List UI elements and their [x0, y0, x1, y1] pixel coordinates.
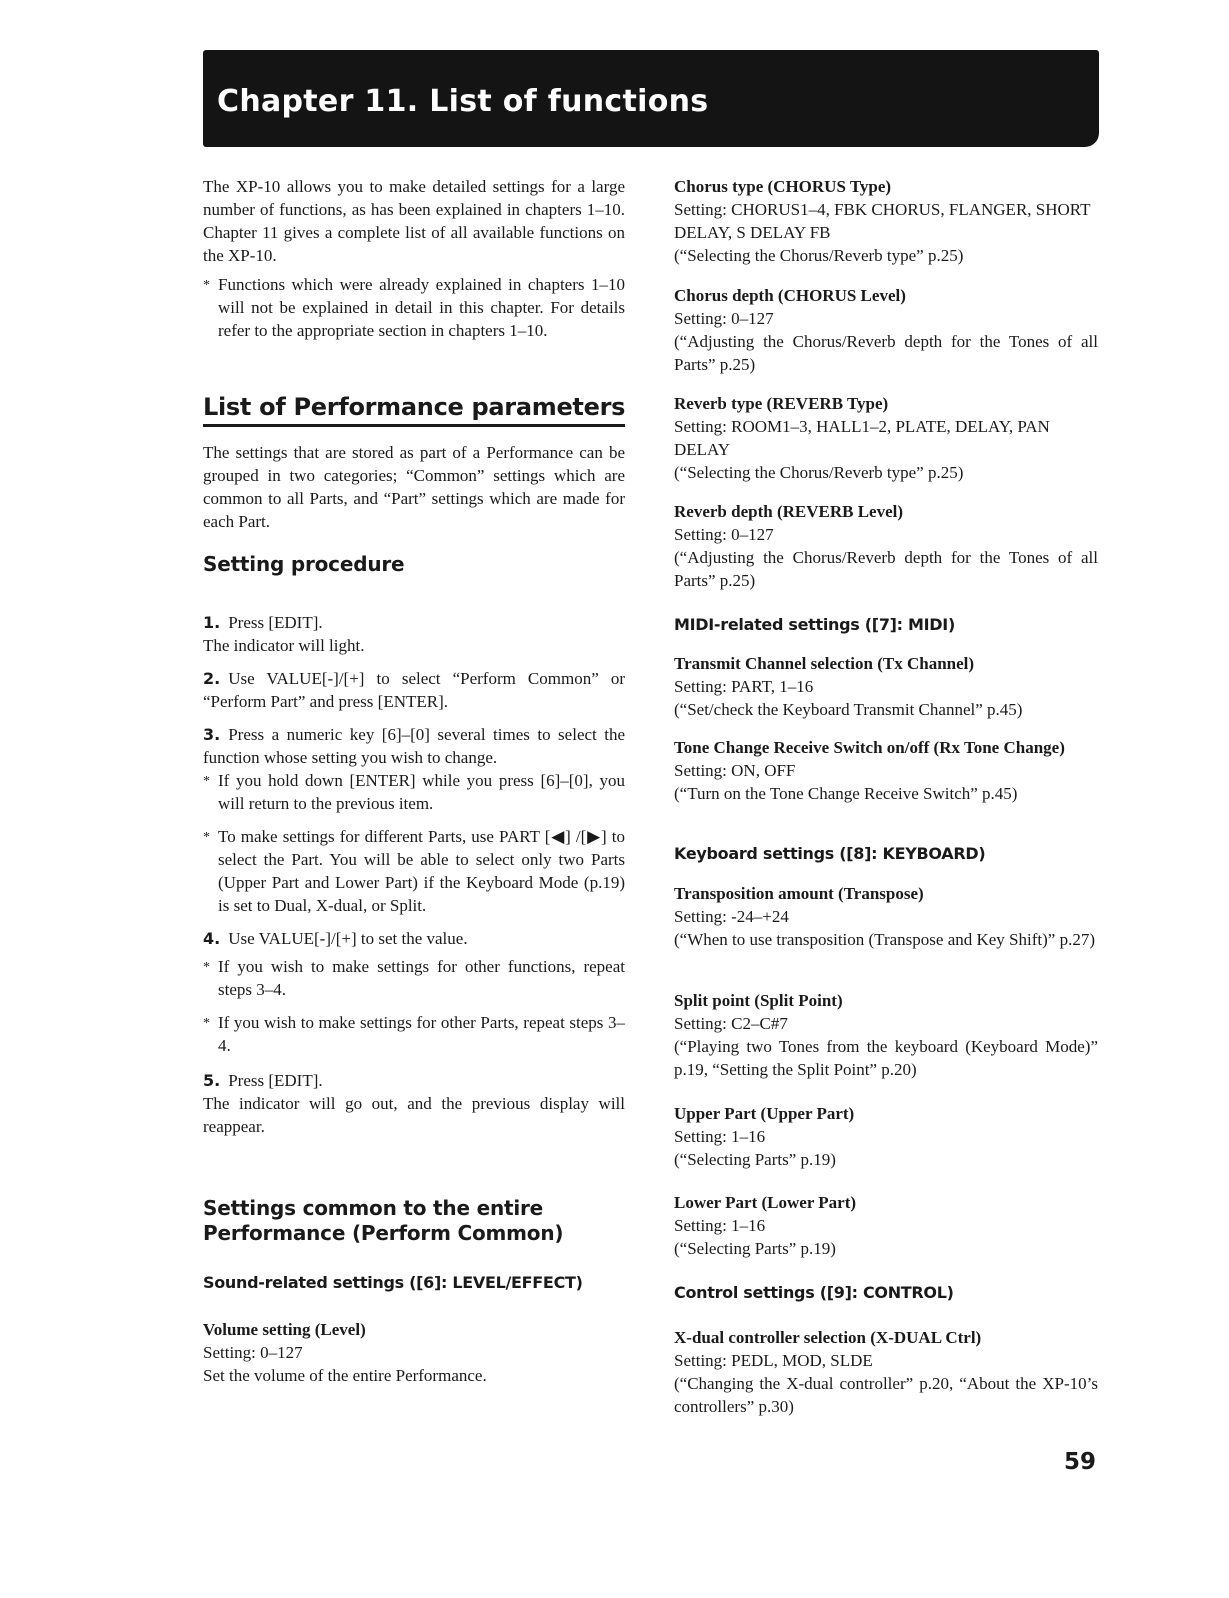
step-1: 1. Press [EDIT].	[203, 613, 323, 632]
chapter-header-bar	[203, 50, 1099, 147]
intro-note: * Functions which were already explained in chapters 1–10 will not be explained in detail in this chapter. For details refer to the appropriate section in chapters 1–10.	[203, 273, 625, 342]
procedure-steps	[203, 611, 625, 1138]
item-description: Set the volume of the entire Performance.	[203, 1366, 487, 1385]
item-title: Volume setting (Level)	[203, 1320, 366, 1339]
transpose-item: Transposition amount (Transpose) Setting: -24–+24 (“When to use transposition (Transpose and Key Shift)” p.27)	[674, 884, 1095, 949]
intro-paragraph: The XP-10 allows you to make detailed settings for a large number of functions, as has been explained in chapters 1–10. Chapter 11 gives a complete list of all available functions on the XP-10.	[203, 177, 625, 265]
chorus-type-item: Chorus type (CHORUS Type) Setting: CHORUS1–4, FBK CHORUS, FLANGER, SHORT DELAY, S DELAY FB (“Selecting the Chorus/Reverb type” p.25)	[674, 177, 1091, 265]
perform-common-heading: Settings common to the entire Performance (Perform Common)	[203, 1196, 564, 1245]
intro-section	[203, 175, 625, 342]
step-3: 3. Press a numeric key [6]–[0] several times to select the function whose setting you wish to change.	[203, 725, 625, 767]
sound-settings-heading: Sound-related settings ([6]: LEVEL/EFFECT)	[203, 1273, 583, 1292]
reverb-type-item: Reverb type (REVERB Type) Setting: ROOM1–3, HALL1–2, PLATE, DELAY, PAN DELAY (“Selecting the Chorus/Reverb type” p.25)	[674, 394, 1050, 482]
step-4: 4. Use VALUE[-]/[+] to set the value.	[203, 929, 468, 948]
rx-tone-change-item: Tone Change Receive Switch on/off (Rx Tone Change) Setting: ON, OFF (“Turn on the Tone Change Receive Switch” p.45)	[674, 738, 1065, 803]
chapter-title: Chapter 11. List of functions	[217, 84, 709, 119]
control-settings-heading: Control settings ([9]: CONTROL)	[674, 1283, 954, 1302]
item-setting: Setting: 0–127	[203, 1343, 303, 1362]
xdual-ctrl-item: X-dual controller selection (X-DUAL Ctrl) Setting: PEDL, MOD, SLDE (“Changing the X-dual controller” p.20, “About the XP-10’s controllers” p.30)	[674, 1328, 1098, 1416]
chorus-depth-item: Chorus depth (CHORUS Level) Setting: 0–127 (“Adjusting the Chorus/Reverb depth for the Tones of all Parts” p.25)	[674, 286, 1098, 374]
step-3-note-2: * To make settings for different Parts, use PART [◀] /[▶] to select the Part. You will be able to select only two Parts (Upper Part and Lower Part) if the Keyboard Mode (p.19) is set to Dual, X-dual, or Split.	[203, 825, 625, 917]
step-4-note-2: * If you wish to make settings for other Parts, repeat steps 3–4.	[203, 1011, 625, 1057]
volume-setting-item	[203, 1318, 625, 1387]
tx-channel-item: Transmit Channel selection (Tx Channel) Setting: PART, 1–16 (“Set/check the Keyboard Transmit Channel” p.45)	[674, 654, 1023, 719]
keyboard-settings-heading: Keyboard settings ([8]: KEYBOARD)	[674, 844, 986, 863]
page-number: 59	[1064, 1449, 1097, 1475]
section-heading-perf-params: List of Performance parameters	[203, 393, 625, 427]
reverb-depth-item: Reverb depth (REVERB Level) Setting: 0–127 (“Adjusting the Chorus/Reverb depth for the Tones of all Parts” p.25)	[674, 502, 1098, 590]
split-point-item: Split point (Split Point) Setting: C2–C#7 (“Playing two Tones from the keyboard (Keyboard Mode)” p.19, “Setting the Split Point” p.20)	[674, 991, 1098, 1079]
perf-params-section	[203, 393, 625, 533]
step-3-note-1: * If you hold down [ENTER] while you press [6]–[0], you will return to the previous item.	[203, 769, 625, 815]
setting-procedure-heading: Setting procedure	[203, 552, 405, 576]
step-5-result: The indicator will go out, and the previous display will reappear.	[203, 1094, 625, 1136]
perf-params-paragraph: The settings that are stored as part of a Performance can be grouped in two categories; “Common” settings which are common to all Parts, and “Part” settings which are made for each Part.	[203, 443, 625, 531]
midi-settings-heading: MIDI-related settings ([7]: MIDI)	[674, 615, 955, 634]
step-1-result: The indicator will light.	[203, 636, 365, 655]
lower-part-item: Lower Part (Lower Part) Setting: 1–16 (“Selecting Parts” p.19)	[674, 1193, 857, 1258]
upper-part-item: Upper Part (Upper Part) Setting: 1–16 (“Selecting Parts” p.19)	[674, 1104, 855, 1169]
step-4-note-1: * If you wish to make settings for other functions, repeat steps 3–4.	[203, 955, 625, 1001]
step-5: 5. Press [EDIT].	[203, 1071, 323, 1090]
step-2: 2. Use VALUE[-]/[+] to select “Perform Common” or “Perform Part” and press [ENTER].	[203, 669, 625, 711]
